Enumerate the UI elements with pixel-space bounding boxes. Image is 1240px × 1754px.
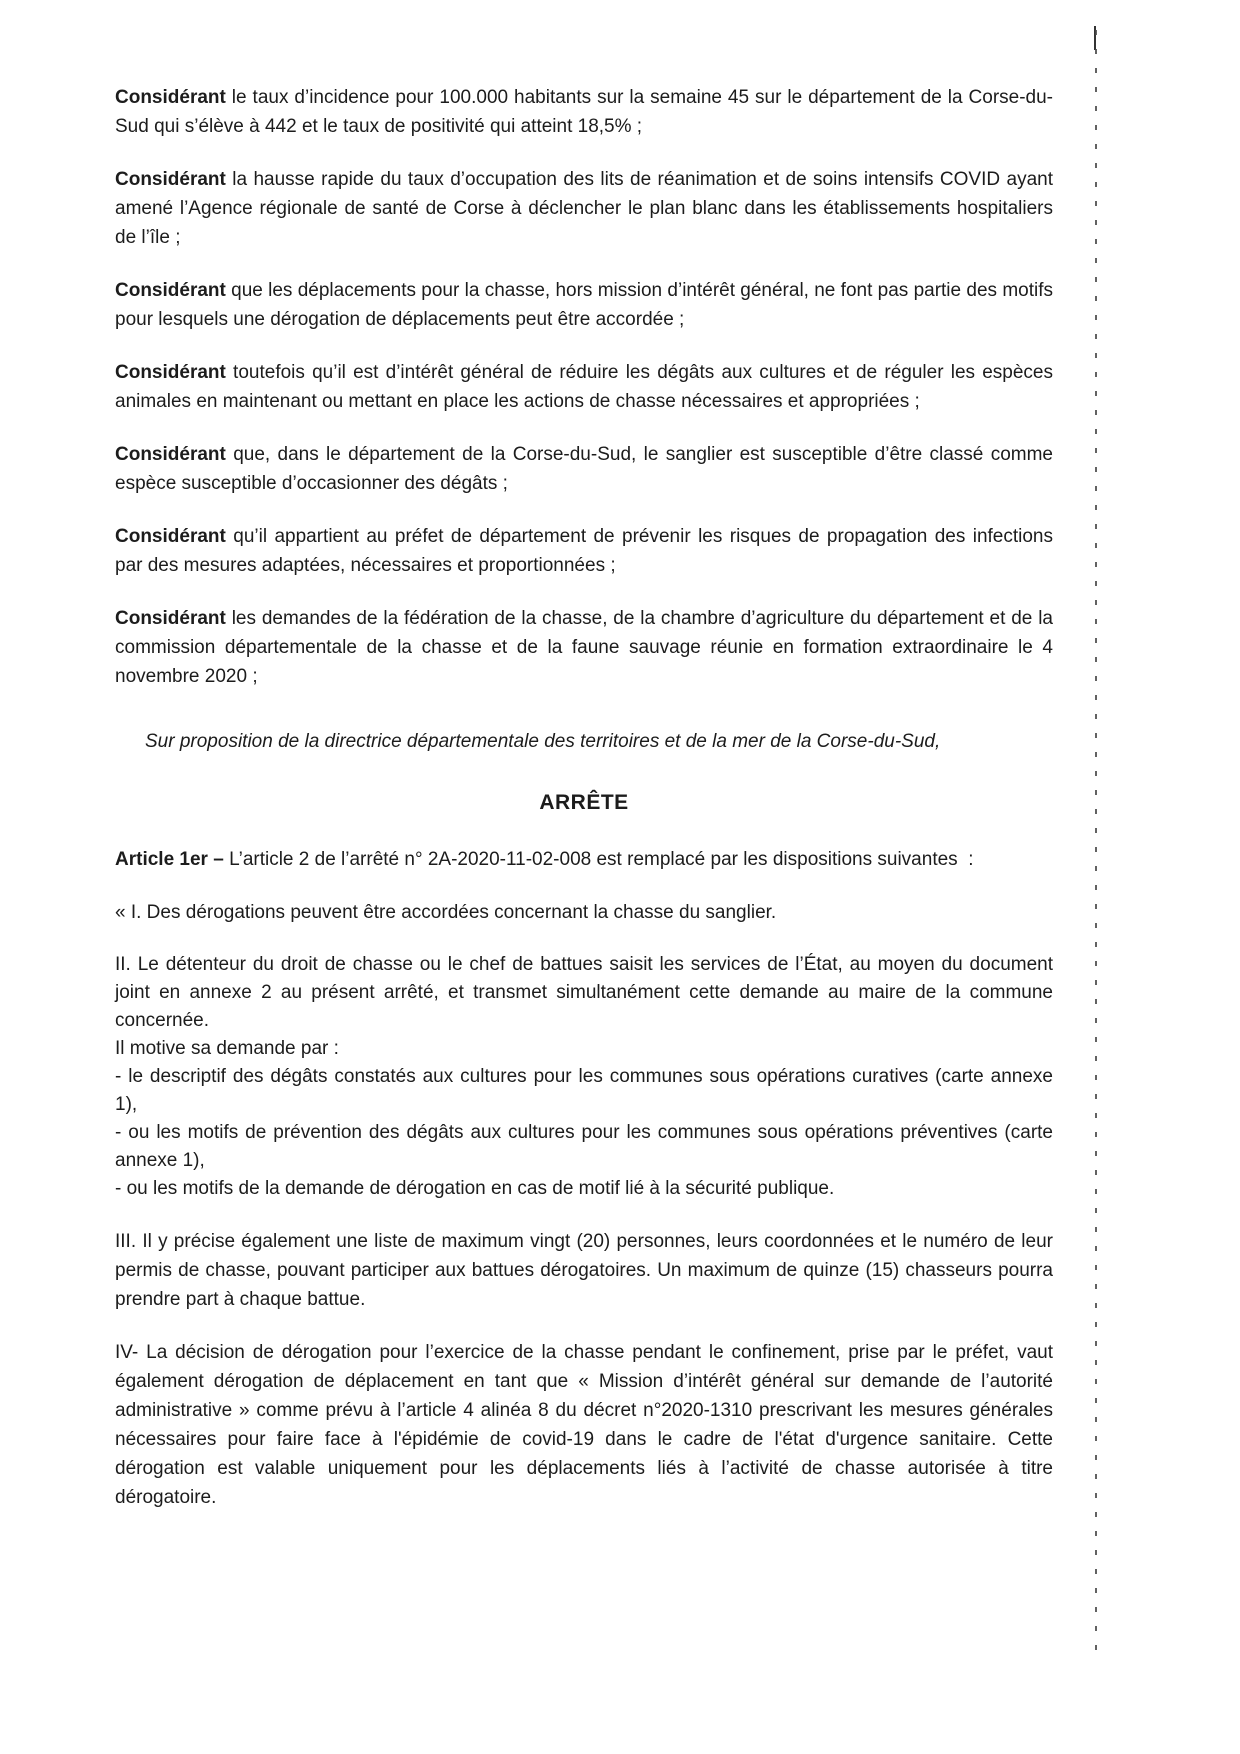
considerant-paragraph-3 — [115, 276, 1053, 334]
considerant-paragraph-6 — [115, 522, 1053, 580]
section-ii-motive-line: Il motive sa demande par : — [115, 1038, 339, 1059]
considerant-label: Considérant — [115, 444, 226, 465]
section-ii-item-3: - ou les motifs de la demande de dérogation en cas de motif lié à la sécurité publique. — [115, 1178, 835, 1199]
considerant-text: toutefois qu’il est d’intérêt général de réduire les dégâts aux cultures et de réguler les espèces animales en maintenant ou mettant en place les actions de chasse nécessaires et appropriées ; — [115, 362, 1053, 412]
article-1-text: L’article 2 de l’arrêté n° 2A-2020-11-02-008 est remplacé par les dispositions suivantes : — [223, 849, 974, 870]
considerant-paragraph-7 — [115, 604, 1053, 691]
section-iii-paragraph: III. Il y précise également une liste de maximum vingt (20) personnes, leurs coordonnées et le numéro de leur permis de chasse, pouvant participer aux battues dérogatoires. Un maximum de quinze (15) chasseurs pourra prendre part à chaque battue. — [115, 1231, 1053, 1310]
considerant-text: les demandes de la fédération de la chasse, de la chambre d’agriculture du département et de la commission départementale de la chasse et de la faune sauvage réunie en formation extraordinaire le 4 novembre 2020 ; — [115, 608, 1053, 687]
article-1-paragraph — [115, 845, 1053, 874]
considerant-label: Considérant — [115, 526, 226, 547]
article-1-label: Article 1er – — [115, 849, 224, 870]
section-ii-intro: II. Le détenteur du droit de chasse ou le chef de battues saisit les services de l’État, au moyen du document joint en annexe 2 au présent arrêté, et transmet simultanément cette demande au maire de la commune concernée. — [115, 954, 1053, 1031]
section-ii-item-2: - ou les motifs de prévention des dégâts aux cultures pour les communes sous opérations préventives (carte annexe 1), — [115, 1122, 1053, 1171]
considerant-text: que, dans le département de la Corse-du-Sud, le sanglier est susceptible d’être classé comme espèce susceptible d’occasionner des dégâts ; — [115, 444, 1053, 494]
considerant-label: Considérant — [115, 169, 226, 190]
considerant-paragraph-5 — [115, 440, 1053, 498]
considerant-label: Considérant — [115, 608, 226, 629]
section-i-paragraph: « I. Des dérogations peuvent être accordées concernant la chasse du sanglier. — [115, 902, 777, 923]
considerant-label: Considérant — [115, 87, 226, 108]
considerant-label: Considérant — [115, 362, 226, 383]
section-ii-block — [115, 951, 1053, 1203]
considerant-text: qu’il appartient au préfet de département de prévenir les risques de propagation des infections par des mesures adaptées, nécessaires et proportionnées ; — [115, 526, 1053, 576]
scan-edge-dotted-line — [1095, 30, 1097, 1660]
considerant-label: Considérant — [115, 280, 226, 301]
considerant-text: la hausse rapide du taux d’occupation des lits de réanimation et de soins intensifs COVID ayant amené l’Agence régionale de santé de Corse à déclencher le plan blanc dans les établissements hospitaliers de l’île ; — [115, 169, 1053, 248]
considerant-text: que les déplacements pour la chasse, hors mission d’intérêt général, ne font pas partie des motifs pour lesquels une dérogation de déplacements peut être accordée ; — [115, 280, 1053, 330]
considerant-paragraph-4 — [115, 358, 1053, 416]
document-content — [115, 83, 1053, 1512]
considerant-text: le taux d’incidence pour 100.000 habitants sur la semaine 45 sur le département de la Corse-du-Sud qui s’élève à 442 et le taux de positivité qui atteint 18,5% ; — [115, 87, 1053, 137]
arrete-heading: ARRÊTE — [539, 791, 629, 814]
section-iv-paragraph: IV- La décision de dérogation pour l’exercice de la chasse pendant le confinement, prise par le préfet, vaut également dérogation de déplacement en tant que « Mission d’intérêt général sur demande de l’autorité administrative » comme prévu à l’article 4 alinéa 8 du décret n°2020-1310 prescrivant les mesures générales nécessaires pour faire face à l'épidémie de covid-19 dans le cadre de l'état d'urgence sanitaire. Cette dérogation est valable uniquement pour les déplacements liés à l’activité de chasse autorisée à titre dérogatoire. — [115, 1342, 1053, 1508]
proposition-line: Sur proposition de la directrice départementale des territoires et de la mer de la Corse-du-Sud, — [145, 731, 941, 752]
considerant-paragraph-2 — [115, 165, 1053, 252]
section-ii-item-1: - le descriptif des dégâts constatés aux cultures pour les communes sous opérations curatives (carte annexe 1), — [115, 1066, 1053, 1115]
considerant-paragraph-1 — [115, 83, 1053, 141]
